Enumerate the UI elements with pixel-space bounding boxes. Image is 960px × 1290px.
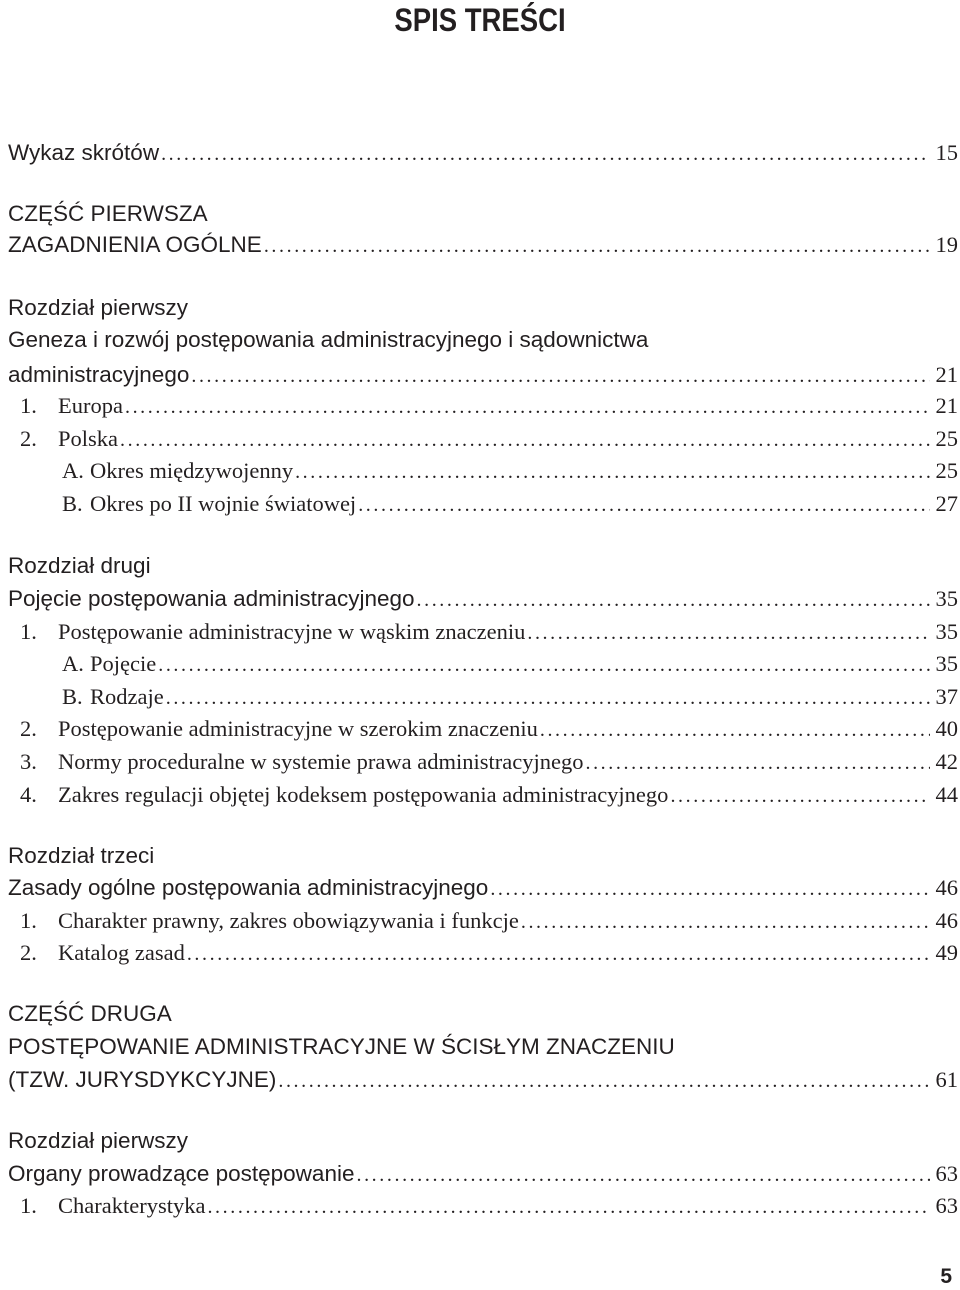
leader-dots [670,781,929,811]
leader-dots [191,361,929,391]
toc-page-number: 46 [935,875,958,900]
toc-entry-subsection[interactable] [8,489,958,519]
toc-entry-text: administracyjnego [8,360,191,390]
toc-page-number: 40 [935,716,958,741]
chapter-title-line [8,325,958,355]
toc-entry-chapter-3[interactable] [8,873,958,903]
leader-dots [207,1192,929,1222]
chapter-label [8,1126,958,1156]
subsection-letter: A. [62,651,84,676]
toc-page-number: 35 [935,651,958,676]
toc-entry-section[interactable] [8,938,958,968]
leader-dots [120,425,929,455]
leader-dots [166,683,930,713]
toc-entry-text: Postępowanie administracyjne w wąskim znaczeniu [58,619,526,644]
toc-entry-text: Zakres regulacji objętej kodeksem postępowania administracyjnego [58,782,669,807]
leader-dots [521,907,930,937]
part-title-line [8,1032,958,1062]
toc-entry-chapter-4[interactable] [8,1159,958,1189]
toc-entry-section[interactable] [8,1191,958,1221]
toc-page-number: 63 [935,1161,958,1186]
leader-dots [356,1160,929,1190]
toc-entry-text: Polska [58,426,119,451]
toc-page-number: 15 [935,140,958,165]
part-label [8,999,958,1029]
section-number: 1. [20,1193,37,1218]
section-number: 1. [20,908,37,933]
chapter-label-text: Rozdział pierwszy [8,1128,189,1153]
toc-entry-section[interactable] [8,780,958,810]
subsection-letter: A. [62,458,84,483]
page-number: 5 [940,1265,952,1288]
section-number: 3. [20,749,37,774]
part-label-text: CZĘŚĆ PIERWSZA [8,201,208,226]
section-number: 2. [20,716,37,741]
chapter-label [8,841,958,871]
toc-page-number: 35 [935,619,958,644]
toc-entry-chapter-2[interactable] [8,584,958,614]
toc-entry-text: Katalog zasad [58,940,185,965]
leader-dots [585,748,929,778]
leader-dots [264,231,930,261]
section-number: 4. [20,782,37,807]
chapter-label [8,293,958,323]
leader-dots [490,874,929,904]
toc-page-number: 61 [935,1067,958,1092]
toc-entry-section[interactable] [8,906,958,936]
toc-entry-wykaz[interactable] [8,138,958,168]
toc-entry-text: Europa [58,393,123,418]
toc-entry-subsection[interactable] [8,649,958,679]
toc-entry-section[interactable] [8,424,958,454]
toc-entry-part-two[interactable] [8,1065,958,1095]
toc-page-number: 25 [935,426,958,451]
toc-page-number: 46 [935,908,958,933]
chapter-label-text: Rozdział trzeci [8,843,155,868]
toc-page-number: 21 [935,393,958,418]
leader-dots [527,618,929,648]
toc-page-number: 25 [935,458,958,483]
toc-entry-section[interactable] [8,391,958,421]
part-title-text: POSTĘPOWANIE ADMINISTRACYJNE W ŚCISŁYM ZNACZENIU [8,1034,675,1059]
section-number: 2. [20,940,37,965]
toc-page-number: 19 [935,232,958,257]
toc-entry-text: Okres po II wojnie światowej [90,491,357,516]
leader-dots [125,392,930,422]
toc-entry-text: Wykaz skrótów [8,138,161,168]
toc-entry-text: (TZW. JURYSDYKCYJNE) [8,1065,278,1095]
toc-entry-text: Organy prowadzące postępowanie [8,1159,356,1189]
toc-page-number: 42 [935,749,958,774]
toc-entry-text: Pojęcie [90,651,157,676]
chapter-title-text: Geneza i rozwój postępowania administracyjnego i sądownictwa [8,327,649,352]
toc-entry-text: Normy proceduralne w systemie prawa administracyjnego [58,749,584,774]
toc-entry-subsection[interactable] [8,456,958,486]
toc-page-number: 44 [935,782,958,807]
toc-entry-text: Rodzaje [90,684,164,709]
toc-page-number: 49 [935,940,958,965]
page-title: SPIS TREŚCI [394,2,566,38]
toc-entry-part-one[interactable] [8,230,958,260]
toc-entry-text: ZAGADNIENIA OGÓLNE [8,230,264,260]
toc-page-number: 35 [935,586,958,611]
part-label [8,199,958,229]
part-label-text: CZĘŚĆ DRUGA [8,1001,172,1026]
toc-entry-text: Okres międzywojenny [90,458,294,483]
toc-entry-chapter-1[interactable] [8,360,958,390]
leader-dots [295,457,929,487]
toc-entry-text: Pojęcie postępowania administracyjnego [8,584,417,614]
leader-dots [540,715,930,745]
section-number: 2. [20,426,37,451]
toc-page-number: 21 [935,362,958,387]
chapter-label-text: Rozdział pierwszy [8,295,189,320]
toc-entry-text: Postępowanie administracyjne w szerokim znaczeniu [58,716,538,741]
toc-page-number: 27 [935,491,958,516]
leader-dots [187,939,930,969]
toc-entry-text: Charakterystyka [58,1193,206,1218]
leader-dots [161,139,929,169]
toc-entry-subsection[interactable] [8,682,958,712]
subsection-letter: B. [62,491,83,516]
subsection-letter: B. [62,684,83,709]
chapter-label-text: Rozdział drugi [8,553,151,578]
toc-page-number: 37 [935,684,958,709]
leader-dots [278,1066,929,1096]
toc-entry-section[interactable] [8,747,958,777]
section-number: 1. [20,393,37,418]
chapter-label [8,551,958,581]
toc-entry-text: Zasady ogólne postępowania administracyjnego [8,873,490,903]
toc-entry-text: Charakter prawny, zakres obowiązywania i funkcje [58,908,519,933]
toc-entry-section[interactable] [8,714,958,744]
leader-dots [417,585,930,615]
section-number: 1. [20,619,37,644]
leader-dots [158,650,929,680]
leader-dots [358,490,929,520]
toc-entry-section[interactable] [8,617,958,647]
toc-page-number: 63 [935,1193,958,1218]
